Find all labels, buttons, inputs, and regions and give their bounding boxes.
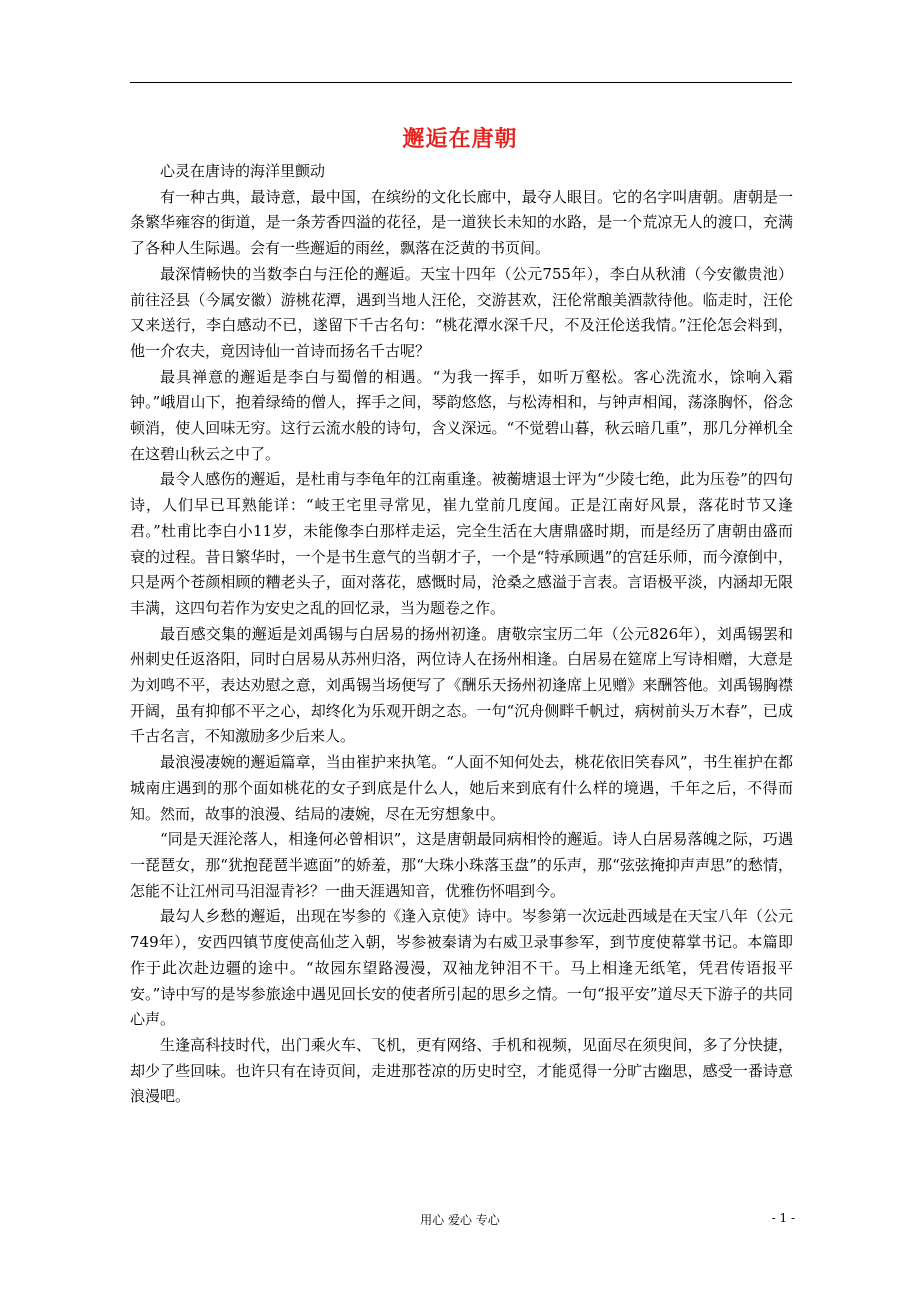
article-paragraph: 最令人感伤的邂逅，是杜甫与李龟年的江南重逢。被蘅塘退士评为“少陵七绝，此为压卷”的四句诗，人们早已耳熟能详：“岐王宅里寻常见，崔九堂前几度闻。正是江南好风景，落花时节又逢君。”杜甫比李白小11岁，未能像李白那样走运，完全生活在大唐鼎盛时期，而是经历了唐朝由盛而衰的过程。昔日繁华时，一个是书生意气的当朝才子，一个是“特承顾遇”的宫廷乐师，而今潦倒中，只是两个苍颜相顾的糟老头子，面对落花，感慨时局，沧桑之感溢于言表。言语极平淡，内涵却无限丰满，这四句若作为安史之乱的回忆录，当为题卷之作。 <box>130 470 793 617</box>
article-paragraph: 有一种古典，最诗意，最中国，在缤纷的文化长廊中，最夺人眼目。它的名字叫唐朝。唐朝是一条繁华雍容的街道，是一条芳香四溢的花径，是一道狭长未知的水路，是一个荒凉无人的渡口，充满了各种人生际遇。会有一些邂逅的雨丝，飘落在泛黄的书页间。 <box>130 187 793 258</box>
article-paragraph: 最浪漫凄婉的邂逅篇章，当由崔护来执笔。“人面不知何处去，桃花依旧笑春风”，书生崔护在都城南庄遇到的那个面如桃花的女子到底是什么人，她后来到底有什么样的境遇，千年之后，不得而知。然而，故事的浪漫、结局的凄婉，尽在无穷想象中。 <box>130 753 793 823</box>
article-paragraph: 生逢高科技时代，出门乘火车、飞机，更有网络、手机和视频，见面尽在须臾间，多了分快捷，却少了些回味。也许只有在诗页间，走进那苍凉的历史时空，才能觅得一分旷古幽思，感受一番诗意浪漫吧。 <box>130 1035 793 1106</box>
article-paragraph: 最具禅意的邂逅是李白与蜀僧的相遇。“为我一挥手，如听万壑松。客心洗流水，馀响入霜钟。”峨眉山下，抱着绿绮的僧人，挥手之间，琴韵悠悠，与松涛相和，与钟声相闻，荡涤胸怀，俗念顿消，使人回味无穷。这行云流水般的诗句，含义深远。“不觉碧山暮，秋云暗几重”，那几分禅机全在这碧山秋云之中了。 <box>130 367 793 463</box>
footer-motto: 用心 爱心 专心 <box>420 1213 500 1227</box>
page-title: 邂逅在唐朝 <box>402 127 518 152</box>
article-paragraph: 最勾人乡愁的邂逅，出现在岑参的《逢入京使》诗中。岑参第一次远赴西域是在天宝八年（公元749年），安西四镇节度使高仙芝入朝，岑参被秦请为右威卫录事参军，到节度使幕掌书记。本篇即作于此次赴边疆的途中。“故园东望路漫漫，双袖龙钟泪不干。马上相逢无纸笔，凭君传语报平安。”诗中写的是岑参旅途中遇见回长安的使者所引起的思乡之情。一句“报平安”道尽天下游子的共同心声。 <box>130 907 793 1029</box>
article-paragraph: 最深情畅快的当数李白与汪伦的邂逅。天宝十四年（公元755年），李白从秋浦（今安徽贵池）前往泾县（今属安徽）游桃花潭，遇到当地人汪伦，交游甚欢，汪伦常酿美酒款待他。临走时，汪伦又来送行，李白感动不已，遂留下千古名句：“桃花潭水深千尺，不及汪伦送我情。”汪伦怎会料到，他一介农夫，竟因诗仙一首诗而扬名千古呢？ <box>130 264 793 360</box>
article-body <box>130 159 793 1110</box>
page-number: - 1 - <box>771 1211 795 1225</box>
article-paragraph: 心灵在唐诗的海洋里颤动 <box>160 162 326 180</box>
article-paragraph: 最百感交集的邂逅是刘禹锡与白居易的扬州初逢。唐敬宗宝历二年（公元826年），刘禹锡罢和州刺史任返洛阳，同时白居易从苏州归洛，两位诗人在扬州相逢。白居易在筵席上写诗相赠，大意是为刘鸣不平，表达劝慰之意，刘禹锡当场便写了《酬乐天扬州初逢席上见赠》来酬答他。刘禹锡胸襟开阔，虽有抑郁不平之心，却终化为乐观开朗之态。一句“沉舟侧畔千帆过，病树前头万木春”，已成千古名言，不知激励多少后来人。 <box>130 624 793 746</box>
header-rule <box>130 82 792 83</box>
article-paragraph: “同是天涯沦落人，相逢何必曾相识”，这是唐朝最同病相怜的邂逅。诗人白居易落魄之际，巧遇一琵琶女，那“犹抱琵琶半遮面”的娇羞，那“大珠小珠落玉盘”的乐声，那“弦弦掩抑声声思”的愁情，怎能不让江州司马泪湿青衫？一曲天涯遇知音，优雅伤怀唱到今。 <box>130 830 793 900</box>
